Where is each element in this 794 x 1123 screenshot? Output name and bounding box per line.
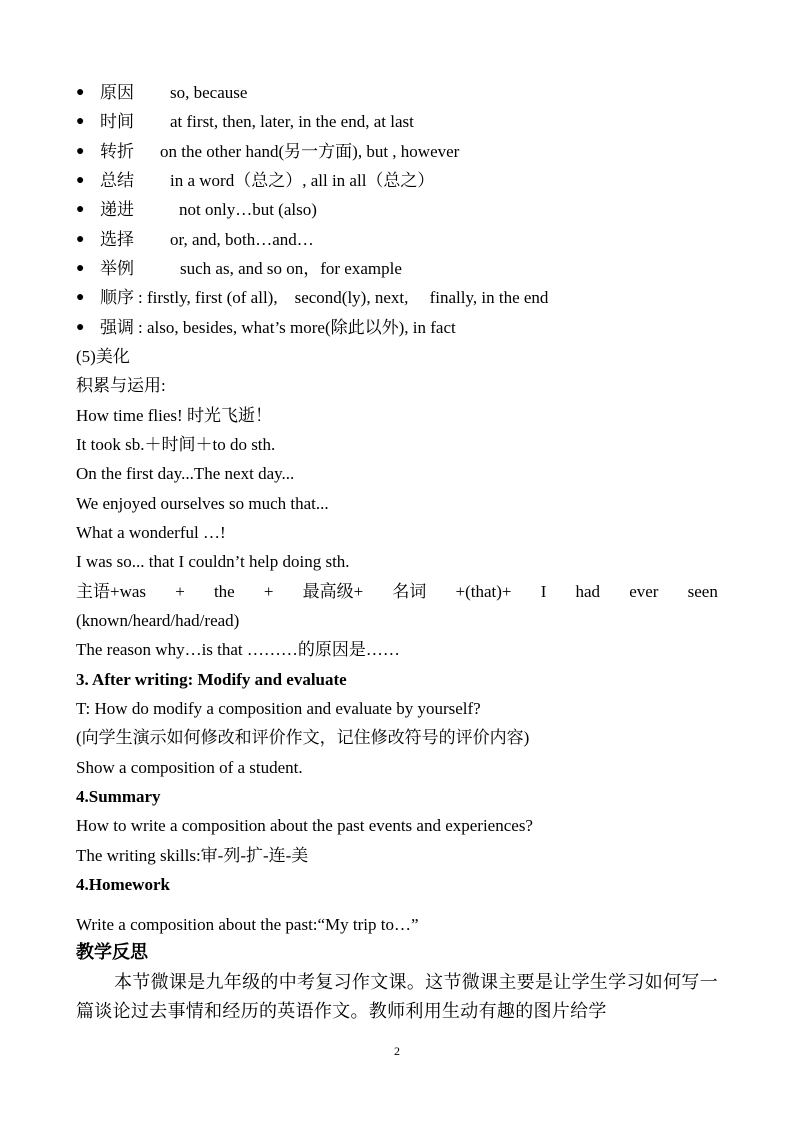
phrase-line: We enjoyed ourselves so much that... — [76, 494, 329, 513]
pattern-word: +(that)+ — [455, 582, 512, 601]
phrase-line: What a wonderful …! — [76, 523, 226, 542]
pattern-word: + — [263, 582, 274, 601]
list-item-term: 强调 — [100, 318, 134, 337]
bullet-icon: ● — [76, 320, 85, 335]
bullet-icon: ● — [76, 232, 85, 247]
list-item-desc: on the other hand(另一方面), but , however — [160, 142, 460, 161]
phrase-line: How time flies! 时光飞逝！ — [76, 406, 272, 425]
page-number: 2 — [394, 1044, 400, 1058]
list-item-desc: in a word（总之）, all in all（总之） — [170, 171, 435, 190]
superlative-pattern — [76, 581, 718, 603]
bullet-icon: ● — [76, 202, 85, 217]
list-item-term: 举例 — [100, 259, 134, 278]
list-item-term: 原因 — [100, 83, 134, 102]
phrase-line: It took sb.＋时间＋to do sth. — [76, 435, 276, 454]
homework-heading: 4.Homework — [76, 875, 170, 894]
list-item-desc: so, because — [170, 83, 248, 102]
section-title: (5)美化 — [76, 347, 130, 366]
accumulate-label: 积累与运用: — [76, 376, 166, 395]
list-item-desc: not only…but (also) — [179, 200, 317, 219]
bullet-icon: ● — [76, 114, 85, 129]
pattern-word: seen — [687, 582, 718, 601]
pattern-word: I — [540, 582, 547, 601]
reflection-paragraph: 本节微课是九年级的中考复习作文课。这节微课主要是让学生学习如何写一篇谈论过去事情和经历的英语作文。教师利用生动有趣的图片给学 — [76, 972, 718, 1021]
after-writing-question: T: How do modify a composition and evaluate by yourself? — [76, 699, 481, 718]
bullet-icon: ● — [76, 173, 85, 188]
summary-question: How to write a composition about the past events and experiences? — [76, 816, 533, 835]
list-item-desc: : also, besides, what’s more(除此以外), in fact — [138, 318, 456, 337]
list-item-term: 总结 — [100, 171, 134, 190]
list-item-term: 顺序 — [100, 288, 134, 307]
bullet-icon: ● — [76, 290, 85, 305]
pattern-word: the — [213, 582, 235, 601]
phrase-line: I was so... that I couldn’t help doing sth. — [76, 552, 350, 571]
pattern-word: + — [175, 582, 185, 601]
bullet-icon: ● — [76, 85, 85, 100]
pattern-word: ever — [629, 582, 659, 601]
pattern-word: 最高级+ — [302, 582, 364, 601]
pattern-continuation: (known/heard/had/read) — [76, 611, 240, 630]
list-item-desc: or, and, both…and… — [170, 230, 314, 249]
after-writing-show: Show a composition of a student. — [76, 758, 303, 777]
summary-heading: 4.Summary — [76, 787, 161, 806]
homework-task: Write a composition about the past:“My trip to…” — [76, 915, 419, 934]
list-item-term: 选择 — [100, 230, 134, 249]
list-item-term: 递进 — [100, 200, 134, 219]
bullet-icon: ● — [76, 144, 85, 159]
after-writing-heading: 3. After writing: Modify and evaluate — [76, 670, 347, 689]
reason-line: The reason why…is that ………的原因是…… — [76, 640, 400, 659]
reflection-heading: 教学反思 — [76, 942, 148, 962]
list-item-desc: at first, then, later, in the end, at last — [170, 112, 414, 131]
pattern-word: 主语+was — [76, 582, 147, 601]
after-writing-note: (向学生演示如何修改和评价作文，记住修改符号的评价内容) — [76, 728, 530, 747]
list-item-term: 时间 — [100, 112, 134, 131]
list-item-term: 转折 — [100, 142, 134, 161]
pattern-word: 名词 — [392, 582, 427, 601]
pattern-word: had — [575, 582, 601, 601]
summary-skills: The writing skills:审-列-扩-连-美 — [76, 846, 309, 865]
list-item-desc: : firstly, first (of all), second(ly), next, finally, in the end — [138, 288, 549, 307]
list-item-desc: such as, and so on，for example — [180, 259, 402, 278]
bullet-icon: ● — [76, 261, 85, 276]
phrase-line: On the first day...The next day... — [76, 464, 295, 483]
